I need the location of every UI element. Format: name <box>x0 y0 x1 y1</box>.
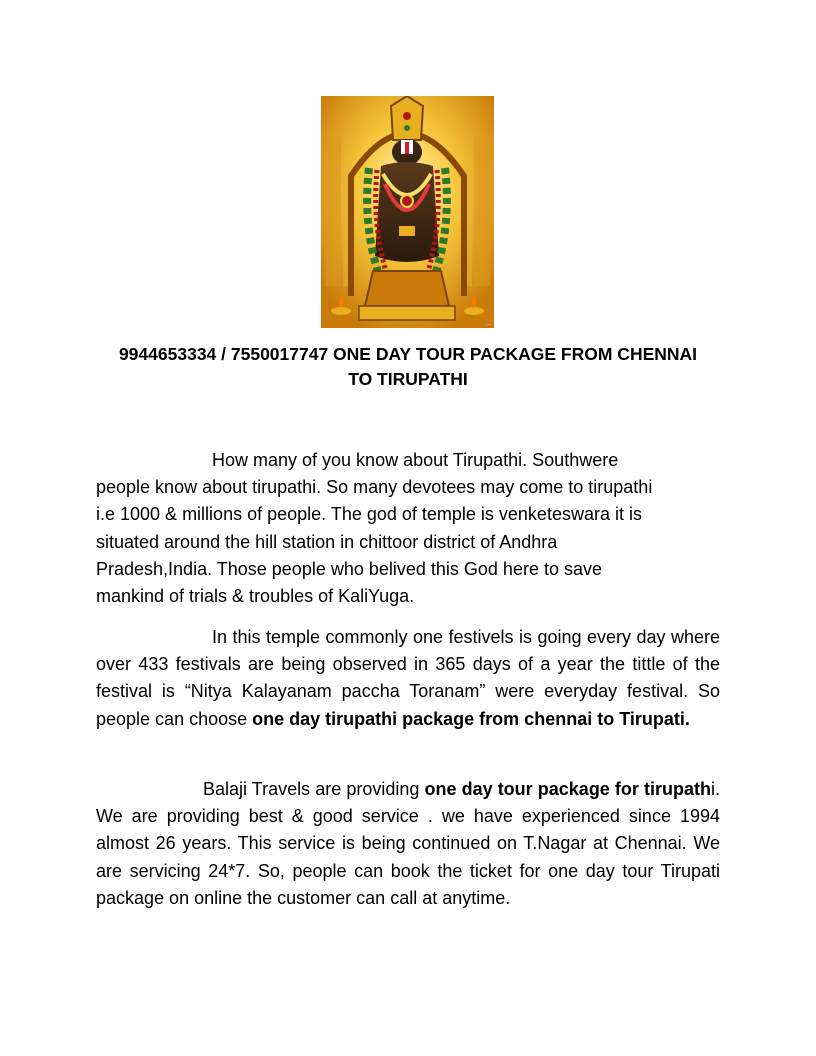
paragraph-1 <box>96 447 720 610</box>
paragraph-1-line: situated around the hill station in chittoor district of Andhra <box>96 531 558 552</box>
paragraph-3 <box>96 776 720 912</box>
title-line-2: TO TIRUPATHI <box>348 369 468 389</box>
paragraph-2-bold: one day tirupathi package from chennai to Tirupati. <box>252 708 690 729</box>
document-title <box>96 342 720 392</box>
paragraph-1-line: i.e 1000 & millions of people. The god of temple is venketeswara it is <box>96 504 642 525</box>
paragraph-3-text-1: Balaji Travels are providing <box>203 779 425 799</box>
image-watermark: ... <box>485 321 491 327</box>
paragraph-3-text-2: i. We are providing best & good service . we have experienced since 1994 almost 26 years. This service is being continued on T.Nagar at Chennai. We are servicing 24*7. So, people can book the ticket for one day tour Tirupati package on online the customer can call at anytime. <box>96 779 720 908</box>
deity-image <box>321 96 494 328</box>
paragraph-2-text: In this temple commonly one festivels is going every day where over 433 festivals are being observed in 365 days of a year the tittle of the festival is “Nitya Kalayanam paccha Toranam” were everyday festival. So people can choose <box>96 627 720 729</box>
title-line-1: 9944653334 / 7550017747 ONE DAY TOUR PACKAGE FROM CHENNAI <box>118 344 698 364</box>
paragraph-1-line: people know about tirupathi. So many devotees may come to tirupathi <box>96 477 653 498</box>
paragraph-2 <box>96 624 720 733</box>
paragraph-1-line: How many of you know about Tirupathi. Southwere <box>212 450 619 470</box>
paragraph-3-bold: one day tour package for tirupath <box>424 779 711 799</box>
paragraph-1-line: Pradesh,India. Those people who belived this God here to save <box>96 558 602 579</box>
paragraph-1-line: mankind of trials & troubles of KaliYuga. <box>96 586 415 607</box>
